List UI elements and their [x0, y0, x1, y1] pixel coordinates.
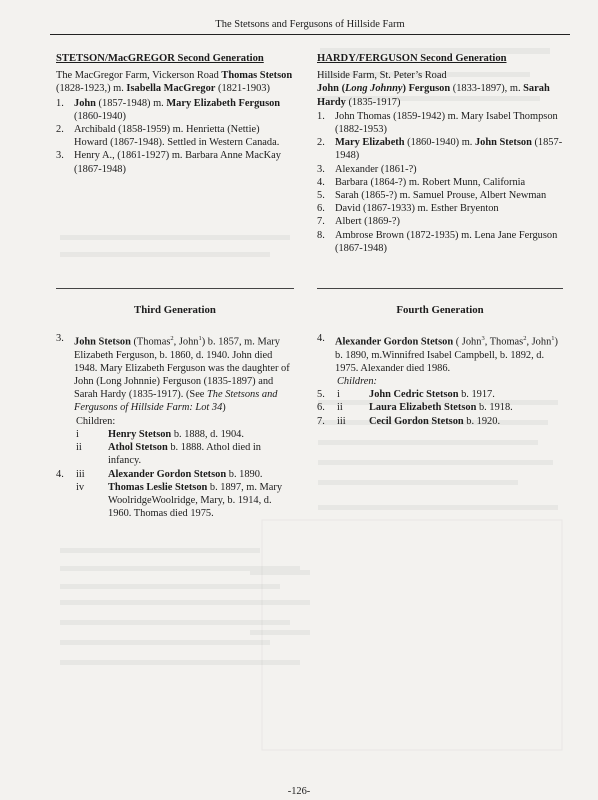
list-item — [56, 149, 294, 175]
child-text: b. 1888. Athol died in infancy. — [108, 442, 261, 467]
child-text: b. 1918. — [476, 402, 513, 414]
item-text: Ambrose Brown (1872-1935) m. Lena Jane Ferguson (1867-1948) — [335, 229, 558, 254]
intro-name: Ferguson — [408, 83, 451, 95]
entry-text: ) b. 1857, m. Mary Elizabeth Ferguson, b. 1860, d. 1940. John died 1948. Mary Elizabeth Ferguson was the daughter of John (Long Johnnie) Ferguson (1835-1897) and Sarah Hardy (1835-1917). (See — [74, 336, 290, 401]
generation-superscript: 2 — [170, 335, 174, 342]
child-text: b. 1920. — [463, 415, 501, 427]
generation-superscript: 1 — [551, 335, 555, 342]
child-text: b. 1897, m. Mary WoolridgeWoolridge, Mary, b. 1914, d. 1960. Thomas died 1975. — [108, 481, 283, 520]
entry-number: 3. — [56, 333, 64, 344]
family-intro — [56, 69, 294, 95]
item-text: (1857-1948) m. — [95, 97, 167, 109]
item-text: Albert (1869-?) — [335, 216, 400, 228]
child-text: b. 1888, d. 1904. — [171, 428, 244, 440]
child-name: Henry Stetson — [108, 428, 172, 440]
item-name: John — [74, 97, 96, 109]
item-number: 7. — [317, 216, 325, 228]
item-number: 6. — [317, 203, 325, 215]
running-header: The Stetsons and Fergusons of Hillside Farm — [215, 19, 405, 30]
entry-number: 4. — [317, 333, 325, 344]
intro-name: Isabella MacGregor — [126, 83, 216, 95]
list-item — [317, 189, 563, 202]
child-entry — [317, 415, 563, 428]
fourth-generation-title: Fourth Generation — [396, 304, 484, 316]
child-text: b. 1890. — [226, 468, 263, 480]
third-generation-entry — [56, 332, 294, 520]
list-item — [317, 202, 563, 215]
list-item — [56, 97, 294, 123]
list-item — [317, 110, 563, 136]
entry-text: ) — [222, 402, 226, 414]
section-title: HARDY/FERGUSON Second Generation — [317, 53, 507, 64]
child-roman: iv — [76, 481, 85, 493]
child-roman: iii — [76, 468, 85, 480]
item-text: (1860-1940) m. — [404, 137, 475, 149]
children-label: Children: — [76, 415, 116, 427]
generation-superscript: 3 — [481, 335, 485, 342]
child-entry — [56, 481, 294, 521]
intro-name: John — [317, 83, 339, 95]
item-number: 3. — [56, 150, 64, 162]
list-item — [317, 176, 563, 189]
intro-nickname: Long Johnny — [345, 83, 403, 95]
entry-text: , John — [173, 336, 199, 348]
child-name: Cecil Gordon Stetson — [369, 415, 464, 427]
child-number: 5. — [317, 389, 325, 401]
child-name: Laura Elizabeth Stetson — [369, 402, 477, 414]
item-spouse: Mary Elizabeth Ferguson — [166, 97, 281, 109]
child-roman: iii — [337, 415, 346, 427]
child-name: Athol Stetson — [108, 442, 168, 454]
list-item — [317, 229, 563, 255]
cross-reference: The Stetsons and Fergusons of Hillside Farm: Lot 34 — [74, 389, 278, 414]
intro-text: The MacGregor Farm, Vickerson Road — [56, 70, 222, 82]
intro-name: Thomas Stetson — [221, 70, 293, 82]
entry-text: ( John — [453, 336, 482, 348]
item-number: 4. — [317, 176, 325, 188]
item-text: (1857- 1948) — [335, 137, 563, 162]
family-place: Hillside Farm, St. Peter’s Road — [317, 70, 447, 82]
entry-name: John Stetson — [74, 336, 131, 348]
item-number: 5. — [317, 190, 325, 202]
item-name: Mary Elizabeth — [335, 137, 405, 149]
item-number: 2. — [317, 137, 325, 149]
child-number: 4. — [56, 468, 64, 480]
item-text: Alexander (1861-?) — [335, 163, 417, 175]
section-divider-right — [317, 288, 563, 289]
child-entry — [56, 441, 294, 467]
stetson-macgregor-section — [56, 52, 294, 176]
child-number: 7. — [317, 415, 325, 427]
genealogy-entry — [317, 332, 563, 375]
third-generation-title: Third Generation — [134, 304, 216, 316]
item-text: Archibald (1858-1959) m. Henrietta (Nettie) Howard (1867-1948). Settled in Western Canada. — [74, 124, 280, 149]
child-entry — [317, 401, 563, 414]
child-roman: ii — [337, 402, 343, 414]
child-name: Thomas Leslie Stetson — [108, 481, 208, 493]
intro-text: (1833-1897), m. — [450, 83, 524, 95]
fourth-generation-entry — [317, 332, 563, 428]
entry-text: , Thomas — [484, 336, 524, 348]
section-title: STETSON/MacGREGOR Second Generation — [56, 53, 264, 64]
child-roman: i — [76, 428, 79, 440]
intro-text: (1821-1903) — [215, 83, 270, 95]
item-number: 1. — [317, 110, 325, 122]
intro-name: Sarah Hardy — [317, 83, 550, 108]
item-text: (1860-1940) — [74, 110, 126, 122]
generation-superscript: 1 — [198, 335, 202, 342]
section-divider-left — [56, 288, 294, 289]
children-label: Children: — [337, 376, 378, 388]
item-number: 8. — [317, 229, 325, 241]
item-text: John Thomas (1859-1942) m. Mary Isabel Thompson (1882-1953) — [335, 110, 558, 136]
item-number: 2. — [56, 124, 64, 136]
children-list — [317, 110, 563, 255]
item-text: Sarah (1865-?) m. Samuel Prouse, Albert Newman — [335, 190, 547, 202]
intro-text: (1828-1923,) m. — [56, 83, 127, 95]
item-text: David (1867-1933) m. Esther Bryenton — [335, 203, 499, 215]
entry-text: , John — [526, 336, 552, 348]
entry-name: Alexander Gordon Stetson — [335, 336, 454, 348]
family-intro: John (Long Johnny) Ferguson (1833-1897), m. Sarah Hardy (1835-1917) — [317, 83, 550, 108]
intro-text: (1835-1917) — [345, 96, 401, 108]
entry-text: (Thomas — [130, 336, 171, 348]
child-entry — [56, 468, 294, 481]
hardy-ferguson-section — [317, 52, 563, 255]
item-number: 1. — [56, 97, 64, 109]
page-number: -126- — [287, 786, 311, 797]
child-roman: i — [337, 389, 340, 401]
child-name: Alexander Gordon Stetson — [108, 468, 227, 480]
list-item — [56, 123, 294, 149]
generation-superscript: 2 — [523, 335, 527, 342]
list-item — [317, 163, 563, 176]
list-item — [317, 136, 563, 162]
child-roman: ii — [76, 442, 82, 454]
item-text: Henry A., (1861-1927) m. Barbara Anne MacKay (1867-1948) — [74, 150, 281, 175]
item-spouse: John Stetson — [474, 137, 532, 149]
item-number: 3. — [317, 163, 325, 175]
list-item — [317, 215, 563, 228]
children-list — [56, 97, 294, 176]
header-divider — [50, 34, 570, 35]
genealogy-entry — [56, 332, 294, 415]
child-entry — [317, 388, 563, 401]
item-text: Barbara (1864-?) m. Robert Munn, California — [335, 176, 526, 188]
child-text: b. 1917. — [458, 389, 495, 401]
child-number: 6. — [317, 402, 325, 414]
entry-text: ) b. 1890, m.Winnifred Isabel Campbell, b. 1892, d. 1975. Alexander died 1986. — [335, 336, 558, 374]
child-entry — [56, 428, 294, 441]
child-name: John Cedric Stetson — [369, 389, 459, 401]
